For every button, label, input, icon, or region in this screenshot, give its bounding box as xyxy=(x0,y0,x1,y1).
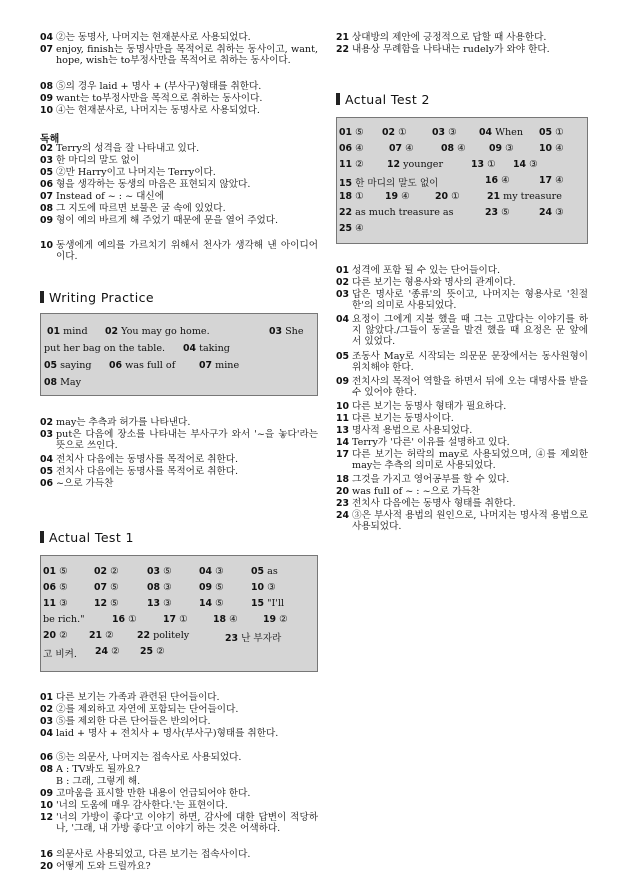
answer: 24 ② xyxy=(95,646,120,657)
answer: 11 ② xyxy=(339,159,364,170)
answer: 08 ③ xyxy=(147,582,172,593)
note-line: 20 was full of ~ : ~으로 가득찬 xyxy=(336,486,480,497)
answer: 15 한 마디의 말도 없이 xyxy=(339,178,439,189)
answer: 21 my treasure xyxy=(487,191,562,202)
note-line: 04 laid + 명사 + 전치사 + 명사(부사구)형태를 취한다. xyxy=(40,728,279,739)
answer: 09 ⑤ xyxy=(199,582,224,593)
answer: 23 난 부자라 xyxy=(225,633,282,644)
note-line: 10 동생에게 예의를 가르치기 위해서 천사가 생각해 낸 아이디어이다. xyxy=(40,240,318,262)
answer: 13 ③ xyxy=(147,598,172,609)
answer: 22 as much treasure as xyxy=(339,207,454,218)
note-line: 17 다른 보기는 허락의 may로 사용되었으며, ④를 제외한 may는 추측의 의미로 사용되었다. xyxy=(336,449,588,471)
note-line: 02 may는 추측과 허가를 나타낸다. xyxy=(40,417,191,428)
note-line: 23 전치사 다음에는 동명사 형태를 취한다. xyxy=(336,498,516,509)
answer: 고 비켜. xyxy=(43,649,77,660)
answer: 12 younger xyxy=(387,159,444,170)
note-line: 08 그 지도에 따르면 보물은 굴 속에 있었다. xyxy=(40,203,226,214)
note-line: 10 '너의 도움에 매우 감사한다.'는 표현이다. xyxy=(40,800,228,811)
note-line: 02 다른 보기는 형용사와 명사의 관계이다. xyxy=(336,277,516,288)
note-line: 06 ~으로 가득찬 xyxy=(40,478,114,489)
note-line: 07 enjoy, finish는 동명사만을 목적어로 취하는 동사이고, want, hope, wish는 to부정사만을 목적어로 취하는 동사이다. xyxy=(40,44,318,66)
answer: 17 ④ xyxy=(539,175,564,186)
note-line: 09 형이 예의 바르게 해 주었기 때문에 문을 열어 주었다. xyxy=(40,215,279,226)
note-line: 02 Terry의 성격을 잘 나타내고 있다. xyxy=(40,143,200,154)
answer: 01 mind xyxy=(47,326,88,337)
answer: 07 mine xyxy=(199,360,240,371)
answer: 05 as xyxy=(251,566,278,577)
note-line: 08 A : TV봐도 될까요? xyxy=(40,764,141,775)
section-heading-writing-practice: Writing Practice xyxy=(40,290,154,305)
answer: 23 ⑤ xyxy=(485,207,510,218)
note-line: 04 ②는 동명사, 나머지는 현재분사로 사용되었다. xyxy=(40,32,251,43)
note-line: 11 다른 보기는 동명사이다. xyxy=(336,413,454,424)
note-line: 09 want는 to부정사만을 목적으로 취하는 동사이다. xyxy=(40,93,263,104)
actual-test-1-answer-box xyxy=(40,555,318,672)
note-line: 12 '너의 가방이 좋다'고 이야기 하면, 감사에 대한 답변이 적당하나, '그래, 내 가방 좋다'고 이야기 하는 것은 어색하다. xyxy=(40,812,318,834)
section-heading-actual-test-1: Actual Test 1 xyxy=(40,530,134,545)
note-line: 03 한 마디의 말도 없이 xyxy=(40,155,140,166)
answer: 03 ⑤ xyxy=(147,566,172,577)
answer: 04 When xyxy=(479,127,524,138)
answer: put her bag on the table. xyxy=(44,343,166,354)
actual-test-2-answer-box xyxy=(336,117,588,244)
note-line: 06 형을 생각하는 동생의 마음은 표현되지 않았다. xyxy=(40,179,251,190)
note-line: 16 의문사로 사용되었고, 다른 보기는 접속사이다. xyxy=(40,849,251,860)
writing-practice-answer-box xyxy=(40,313,318,396)
answer: 25 ② xyxy=(140,646,165,657)
answer: be rich." xyxy=(43,614,85,625)
heading-marker xyxy=(40,291,44,303)
note-line: 05 전치사 다음에는 동명사를 목적어로 취한다. xyxy=(40,466,239,477)
note-line: 01 다른 보기는 가족과 관련된 단어들이다. xyxy=(40,692,220,703)
answer: 07 ④ xyxy=(389,143,414,154)
answer: 06 ⑤ xyxy=(43,582,68,593)
note-line: 21 상대방의 제안에 긍정적으로 답할 때 사용한다. xyxy=(336,32,547,43)
answer: 18 ④ xyxy=(213,614,238,625)
note-line: 08 ⑤의 경우 laid + 명사 + (부사구)형태를 취한다. xyxy=(40,81,262,92)
answer: 15 "I'll xyxy=(251,598,285,609)
note-line: 18 그것을 가지고 영어공부를 할 수 있다. xyxy=(336,474,510,485)
answer: 04 taking xyxy=(183,343,230,354)
answer: 17 ① xyxy=(163,614,188,625)
answer: 19 ④ xyxy=(385,191,410,202)
note-line: 09 고마움을 표시할 만한 내용이 언급되어야 한다. xyxy=(40,788,251,799)
answer: 02 ② xyxy=(94,566,119,577)
heading-marker xyxy=(40,531,44,543)
answer: 08 ④ xyxy=(441,143,466,154)
answer: 19 ② xyxy=(263,614,288,625)
note-line: 01 성격에 포함 될 수 있는 단어들이다. xyxy=(336,265,501,276)
note-line: 07 Instead of ~ : ~ 대신에 xyxy=(40,191,164,202)
note-line: 10 다른 보기는 동명사 형태가 필요하다. xyxy=(336,401,507,412)
answer: 01 ⑤ xyxy=(43,566,68,577)
note-line: 24 ③은 부사적 용법의 원인으로, 나머지는 명사적 용법으로 사용되었다. xyxy=(336,510,588,532)
note-line: 03 put은 다음에 장소를 나타내는 부사구가 와서 '~을 놓다'라는 뜻으로 쓰인다. xyxy=(40,429,318,451)
answer: 20 ② xyxy=(43,630,68,641)
note-line: 10 ④는 현재분사로, 나머지는 동명사로 사용되었다. xyxy=(40,105,260,116)
answer: 14 ⑤ xyxy=(199,598,224,609)
note-line: 06 ⑤는 의문사, 나머지는 접속사로 사용되었다. xyxy=(40,752,242,763)
answer: 04 ③ xyxy=(199,566,224,577)
answer: 08 May xyxy=(44,377,82,388)
note-line: 04 전치사 다음에는 동명사를 목적어로 취한다. xyxy=(40,454,239,465)
answer: 25 ④ xyxy=(339,223,364,234)
answer: 03 ③ xyxy=(432,127,457,138)
answer: 10 ③ xyxy=(251,582,276,593)
answer: 16 ④ xyxy=(485,175,510,186)
answer: 12 ⑤ xyxy=(94,598,119,609)
answer: 18 ① xyxy=(339,191,364,202)
answer: 01 ⑤ xyxy=(339,127,364,138)
note-line: 14 Terry가 '다른' 이유를 설명하고 있다. xyxy=(336,437,510,448)
reading-label: 독해 xyxy=(40,134,60,145)
note-line: 05 조동사 May로 시작되는 의문문 문장에서는 동사원형이 위치해야 한다. xyxy=(336,351,588,373)
note-line: 22 내용상 무례함을 나타내는 rudely가 와야 한다. xyxy=(336,44,550,55)
answer: 03 She xyxy=(269,326,304,337)
note-line: 13 명사적 용법으로 사용되었다. xyxy=(336,425,473,436)
note-line: 03 답은 명사로 '종류'의 뜻이고, 나머지는 형용사로 '친절한'의 의미로 사용되었다. xyxy=(336,289,588,311)
answer: 06 ④ xyxy=(339,143,364,154)
note-line: 02 ②를 제외하고 자연에 포함되는 단어들이다. xyxy=(40,704,239,715)
answer: 05 saying xyxy=(44,360,92,371)
answer: 02 You may go home. xyxy=(105,326,210,337)
answer: 21 ② xyxy=(89,630,114,641)
note-line: 03 ⑤를 제외한 다른 단어들은 반의어다. xyxy=(40,716,211,727)
answer: 20 ① xyxy=(435,191,460,202)
answer: 06 was full of xyxy=(109,360,176,371)
note-line: B : 그래, 그렇게 해. xyxy=(56,776,141,787)
answer: 14 ③ xyxy=(513,159,538,170)
note-line: 04 요정이 그에게 지불 했을 때 그는 고맙다는 이야기를 하지 않았다./그들이 동굴을 발견 했을 때 요정은 문 앞에 서 있었다. xyxy=(336,314,588,347)
note-line: 05 ②만 Harry이고 나머지는 Terry이다. xyxy=(40,167,216,178)
answer: 09 ③ xyxy=(489,143,514,154)
answer: 02 ① xyxy=(382,127,407,138)
answer: 22 politely xyxy=(137,630,190,641)
answer: 16 ① xyxy=(112,614,137,625)
heading-marker xyxy=(336,93,340,105)
answer: 13 ① xyxy=(471,159,496,170)
note-line: 09 전치사의 목적어 역할을 하면서 뒤에 오는 대명사를 받을 수 있어야 한다. xyxy=(336,376,588,398)
answer: 24 ③ xyxy=(539,207,564,218)
section-heading-actual-test-2: Actual Test 2 xyxy=(336,92,430,107)
answer: 11 ③ xyxy=(43,598,68,609)
answer: 05 ① xyxy=(539,127,564,138)
answer: 07 ⑤ xyxy=(94,582,119,593)
answer: 10 ④ xyxy=(539,143,564,154)
note-line: 20 어떻게 도와 드릴까요? xyxy=(40,861,151,872)
